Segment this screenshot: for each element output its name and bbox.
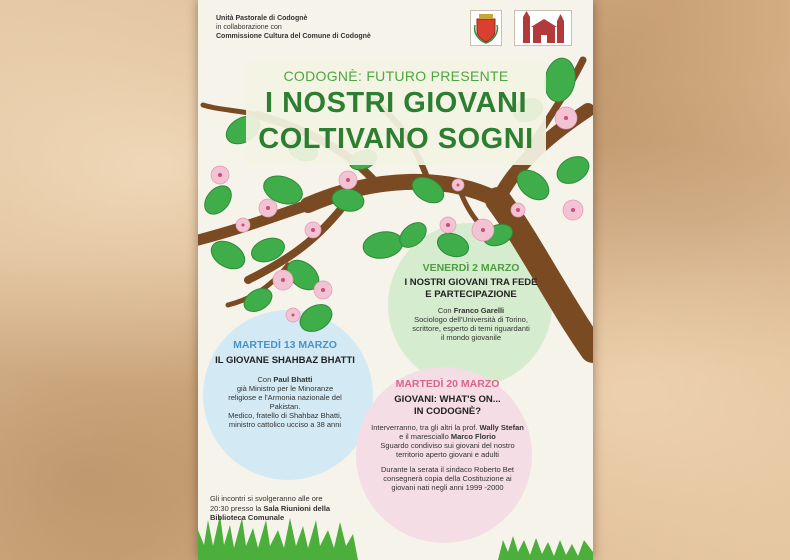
organizer-line-1: Unità Pastorale di Codognè bbox=[216, 15, 308, 22]
event-2-desc-3: Pakistan. bbox=[269, 402, 301, 411]
organizer-info bbox=[216, 14, 371, 41]
event-1-speaker-line bbox=[396, 306, 546, 315]
event-3-speaker-line-2 bbox=[360, 432, 535, 441]
event-2 bbox=[210, 341, 360, 429]
event-2-date: MARTEDÌ 13 MARZO bbox=[233, 339, 337, 351]
title-box bbox=[246, 62, 546, 165]
event-2-speaker: Paul Bhatti bbox=[273, 375, 313, 384]
event-3 bbox=[360, 380, 535, 492]
venue-line-2a: 20:30 presso la bbox=[210, 503, 262, 513]
event-1-speaker: Franco Garelli bbox=[453, 306, 505, 315]
venue-info bbox=[210, 494, 345, 523]
event-2-desc-1: già Ministro per le Minoranze bbox=[236, 384, 334, 393]
event-poster bbox=[198, 0, 593, 560]
title-line-1: I NOSTRI GIOVANI bbox=[264, 87, 528, 119]
event-2-title: IL GIOVANE SHAHBAZ BHATTI bbox=[215, 355, 355, 366]
event-1 bbox=[396, 264, 546, 342]
venue-line-2b: Sala Riunioni della bbox=[263, 503, 331, 513]
event-2-desc-2: religiose e l'Armonia nazionale del bbox=[228, 393, 342, 402]
event-3-title-1: GIOVANI: WHAT'S ON... bbox=[394, 394, 501, 405]
event-1-desc-3: il mondo giovanile bbox=[440, 333, 502, 342]
event-3-intro-1: Interverranno, tra gli altri la prof. bbox=[371, 423, 478, 432]
event-3-intro-2: e il maresciallo bbox=[399, 432, 449, 441]
event-2-con: Con bbox=[257, 375, 272, 384]
event-1-title-1: I NOSTRI GIOVANI TRA FEDE bbox=[404, 277, 538, 288]
event-3-desc-5: giovani nati negli anni 1999 -2000 bbox=[391, 483, 504, 492]
event-1-title-2: E PARTECIPAZIONE bbox=[425, 289, 517, 300]
church-icon bbox=[514, 10, 572, 46]
venue-line-2 bbox=[210, 504, 345, 514]
event-3-desc-3: Durante la serata il sindaco Roberto Bet bbox=[381, 465, 514, 474]
event-2-desc-5: ministro cattolico ucciso a 38 anni bbox=[228, 420, 342, 429]
subtitle: CODOGNÈ: FUTURO PRESENTE bbox=[283, 68, 509, 84]
event-1-con: Con bbox=[437, 306, 452, 315]
event-3-desc-4: consegnerà copia della Costituzione ai bbox=[383, 474, 512, 483]
event-3-desc-2: territorio aperto giovani e adulti bbox=[396, 450, 499, 459]
event-1-desc-1: Sociologo dell'Università di Torino, bbox=[414, 315, 528, 324]
organizer-line-3: Commissione Cultura del Comune di Codognè bbox=[216, 33, 371, 40]
event-3-speaker-line-1 bbox=[360, 423, 535, 432]
event-2-desc-4: Medico, fratello di Shahbaz Bhatti, bbox=[228, 411, 342, 420]
crest-icon bbox=[470, 10, 502, 46]
event-3-speaker-2: Marco Florio bbox=[450, 432, 496, 441]
title-line-2: COLTIVANO SOGNI bbox=[258, 123, 534, 155]
event-3-title-2: IN CODOGNÈ? bbox=[413, 406, 482, 417]
event-3-desc-1: Sguardo condiviso sui giovani del nostro bbox=[380, 441, 515, 450]
venue-line-1: Gli incontri si svolgeranno alle ore bbox=[210, 494, 323, 503]
organizer-line-2: in collaborazione con bbox=[216, 24, 282, 31]
venue-line-3: Biblioteca Comunale bbox=[210, 513, 285, 522]
event-1-date: VENERDÌ 2 MARZO bbox=[422, 262, 520, 274]
event-1-desc-2: scrittore, esperto di temi riguardanti bbox=[412, 324, 530, 333]
event-3-speaker-1: Wally Stefan bbox=[479, 423, 524, 432]
event-3-date: MARTEDÌ 20 MARZO bbox=[395, 378, 500, 390]
event-2-speaker-line bbox=[210, 375, 360, 384]
